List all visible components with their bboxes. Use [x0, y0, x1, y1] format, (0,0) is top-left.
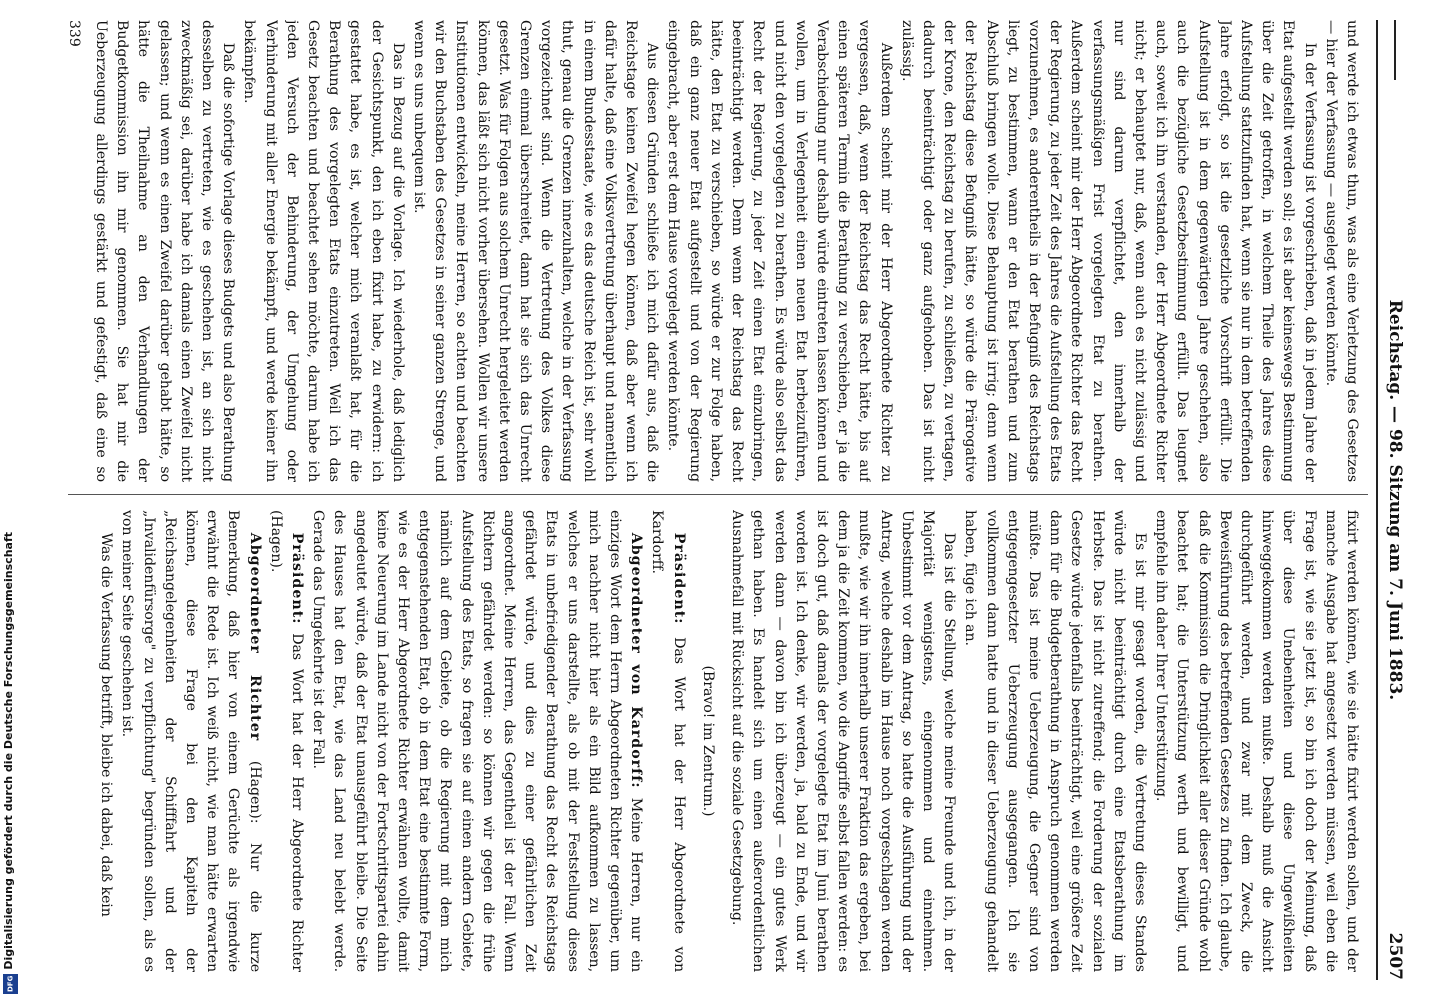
speech-text: Das Wort hat der Herr Abgeordnete von Kardorff.	[649, 510, 687, 972]
page-title: Reichstag. — 98. Sitzung am 7. Juni 1883.	[1385, 299, 1405, 701]
page-number: 2507	[1385, 932, 1405, 980]
text-paragraph: Daß die sofortige Vorlage dieses Budgets und also Berathung desselben zu vertreten, wie es geschehen ist, an sich nicht zweckmäßig sei, darüber habe ich damals einen Zweifel nicht gelassen; und wenn es einen Zweifel darüber gehabt hätte, so hätte die Theilnahme an den Verhandlungen der Budgetkommission ihn mir genommen. Sie hat mir die Ueberzeugung allerdings gestärkt und gefestigt, daß eine so	[93, 20, 237, 482]
speaker-name: Präsident:	[289, 532, 306, 625]
speech-text: Meine Herren, nur ein einziges Wort dem Herrn Abgeordneten Richter gegenüber, um mich nachher nicht hier als ein Bild aufkommen zu lassen, welches er uns darstellte, als ob mit der Feststellung dieses Etats in unbefriedigender Berathung das Recht des Reichstags gefährdet würde, und dies zu einer gefährlichen Zeit angeordnet. Meine Herren, das Gegentheil ist der Fall. Wenn Richtern gefährdet werden: so können wir gegen die frühe Aufstellung des Etats, so fragen sie auf einen andern Gebiete, nämlich auf dem Gebiete, ob die Regierung mit dem mich entgegenstehenden Etat, ob in dem Etat eine bestimmte Form, wie es der Herr Abgeordnete Richter erwähnen wollte, damit keine Neuerung im Lande nicht von der Fortschrittspartei dahin angedeutet würde, daß der Etat unausgeführt bleibe. Die Seite des Hauses hat den Etat, wie das Land neu belebt werde. Gerade das Umgekehrte ist der Fall.	[310, 510, 645, 972]
text-paragraph: Das in Bezug auf die Vorlage. Ich wiederhole, daß lediglich der Gesichtspunkt, den ich eben fixirt habe, zu erwidern: ich gestattet habe, es ist, welcher mich veranlaßt hat, für die Berathung des vorgelegten Etats einzutreten. Weil ich das Gesetz beachten und beachtet sehen möchte, darum habe ich jeden Versuch der Behinderung, der Umgehung oder Verhinderung mit aller Energie bekämpft, und werde keiner ihn bekämpfen.	[241, 20, 406, 482]
speech-paragraph	[307, 510, 646, 972]
speech-paragraph	[646, 510, 688, 972]
speech-paragraph	[265, 510, 307, 972]
speaker-name: Abgeordneter von Kardorff:	[628, 532, 645, 789]
speech-paragraph	[116, 510, 264, 972]
text-paragraph: Aus diesen Gründen schließe ich mich dafür aus, daß die Reichstage keinen Zweifel hegen können, daß aber wenn ich dafür halte, daß eine Volksvertretung überhaupt und namentlich in einem Bundesstaate, wie es das deutsche Reich ist, sehr wohl thut, genau die Grenzen innezuhalten, welche in der Verfassung vorgezeichnet sind. Wenn die Vertretung des Volkes diese Grenzen einmal überschreitet, dann hat sie sich das Unrecht gesetzt. Was für Folgen aus solchem Unrecht hergeleitet werden können, das läßt sich nicht vorher übersehen. Wollen wir unsere Institutionen entwickeln, meine Herren, so achten und beachten wir den Buchstaben des Gesetzes in seiner ganzen Strenge, und wenn es uns unbequem ist.	[411, 20, 661, 482]
header-rule	[1394, 20, 1396, 80]
text-paragraph: und werde ich etwas thun, was als eine Verletzung des Gesetzes — hier der Verfassung — ausgelegt werden könnte.	[1322, 20, 1360, 482]
interjection: (Bravo! im Zentrum.)	[699, 665, 716, 817]
speaker-name: Abgeordneter Richter	[246, 532, 263, 742]
speech-text: Das Wort hat der Herr Abgeordnete Richter (Hagen).	[267, 510, 306, 972]
column-divider	[68, 494, 1368, 495]
text-paragraph: Das ist die Stellung, welche meine Freunde und ich, in der Majorität wenigstens, eingenommen und einnehmen. Unbestimmt vor dem Antrag, so hatte die Ausführung und der Antrag, welche deshalb im Hause noch vorgeschlagen werden mußte, wie wir ihn innerhalb unserer Fraktion das ergeben, bei dem ja die Zeit kommen, wo die Angriffe selbst fallen werden: es ist doch gut, daß damals der vorgelegte Etat im Juni berathen worden ist. Ich denke, wir werden, ja, bald zu Ende, und wir werden dann — davon bin ich überzeugt — ein gutes Werk gethan haben. Es handelt sich um einen außerordentlichen Ausnahmefall mit Rücksicht auf die soziale Gesetzgebung.	[729, 510, 958, 972]
speech-text: (Hagen): Nur die kurze Bemerkung, daß hier von einem Gerüchte als irgendwie erwähnt die Rede ist. Ich weiß nicht, wie man hätte erwarten können, diese Frage bei den Kapiteln der „Reichsangelegenheiten der Schifffahrt und der „Invalidenfürsorge" zu verpflichtung" begründen sollen, als es von meiner Seite geschehen ist.	[119, 510, 263, 972]
right-column	[92, 510, 1362, 972]
signature-mark: 339	[66, 20, 82, 47]
text-paragraph: fixirt werden können, wie sie hätte fixirt werden sollen, und der manche Ausgabe hat angesetzt werden müssen, weil eben die Frage ist, wie sie jetzt ist, so bin ich doch der Meinung, daß über diese Unebenheiten und diese Ungewißheiten hinweggekommen werden mußte. Deshalb muß die Ansicht durchgeführt werden, und zwar mit dem Zweck, die Beweisführung des betreffenden Gesetzes zu finden. Ich glaube, daß die Kommission die Dringlichkeit aller dieser Gründe wohl beachtet hat; die Unterstützung werth und bewilligt, und empfehle ihn daher Ihrer Unterstützung.	[1153, 510, 1360, 972]
text-paragraph: In der Verfassung ist vorgeschrieben, daß in jedem Jahre der Etat aufgestellt werden soll; es ist aber keineswegs Bestimmung über die Zeit getroffen, in welchem Theile des Jahres diese Aufstellung stattzufinden hat, wenn sie nur in dem betreffenden Jahre erfolgt, so ist die gesetzliche Vorschrift erfüllt. Die Aufstellung ist in dem gegenwärtigen Jahre geschehen, also auch die bezügliche Gesetzbestimmung erfüllt. Das leugnet auch, soweit ich ihn verstanden, der Herr Abgeordnete Richter nicht; er behauptet nur, daß, wenn auch es nicht zulässig und nur sind darum verpflichtet, den innerhalb der verfassungsmäßigen Frist vorgelegten Etat zu berathen. Außerdem scheint mir der Herr Abgeordnete Richter das Recht der Regierung, zu jeder Zeit des Jahres die Aufstellung des Etats vorzunehmen, es anderentheils in der Befugniß des Reichstags liegt, zu bestimmen, wann er den Etat berathen und zum Abschluß bringen wolle. Diese Behauptung ist irrig; denn wenn der Reichstag diese Befugniß hätte, so würde die Prärogative der Krone, den Reichstag zu berufen, zu schließen, zu vertagen, dadurch beeinträchtigt oder ganz aufgehoben. Das ist nicht zulässig.	[898, 20, 1318, 482]
speaker-name: Präsident:	[670, 532, 687, 625]
page-header	[1376, 20, 1412, 980]
dfg-logo-icon: DFG	[3, 974, 18, 994]
text-paragraph: Was die Verfassung betrifft, bleibe ich dabei, daß kein	[98, 532, 115, 917]
text-paragraph: Es ist mir gesagt worden, die Vertretung dieses Standes würde nicht beeinträchtigt durch eine Etatsberathung im Herbste. Das ist nicht zutreffend; die Forderung der sozialen Gesetze würde jedenfalls beeinträchtigt, weil eine größere Zeit dann für die Budgetberathung in Anspruch genommen werden müßte. Das ist meine Ueberzeugung, die Gegner sind von entgegengesetzter Ueberzeugung ausgegangen. Ich sie vollkommen dann hatte und in dieser Ueberzeugung gehandelt haben, füge ich an.	[962, 510, 1148, 972]
funding-note: Digitalisierung gefördert durch die Deutsche Forschungsgemeinschaft	[2, 532, 15, 970]
text-paragraph: Außerdem scheint mir der Herr Abgeordnete Richter zu vergessen, daß, wenn der Reichstag das Recht hätte, bis auf einen späteren Termin die Berathung zu verschieben, er ja die Verabschiedung nur deshalb würde eintreten lassen können und wollen, um in Verlegenheit einen neuen Etat herbeizuführen, und nicht den vorgelegten zu berathen. Es würde also selbst das Recht der Regierung, zu jeder Zeit einen Etat einzubringen, beeinträchtigt werden. Denn wenn der Reichstag das Recht hätte, den Etat zu verschieben, so würde er zur Folge haben, daß ein ganz neuer Etat aufgestellt und von der Regierung eingebracht, aber erst dem Hause vorgelegt werden könnte.	[665, 20, 894, 482]
left-column	[92, 20, 1362, 482]
